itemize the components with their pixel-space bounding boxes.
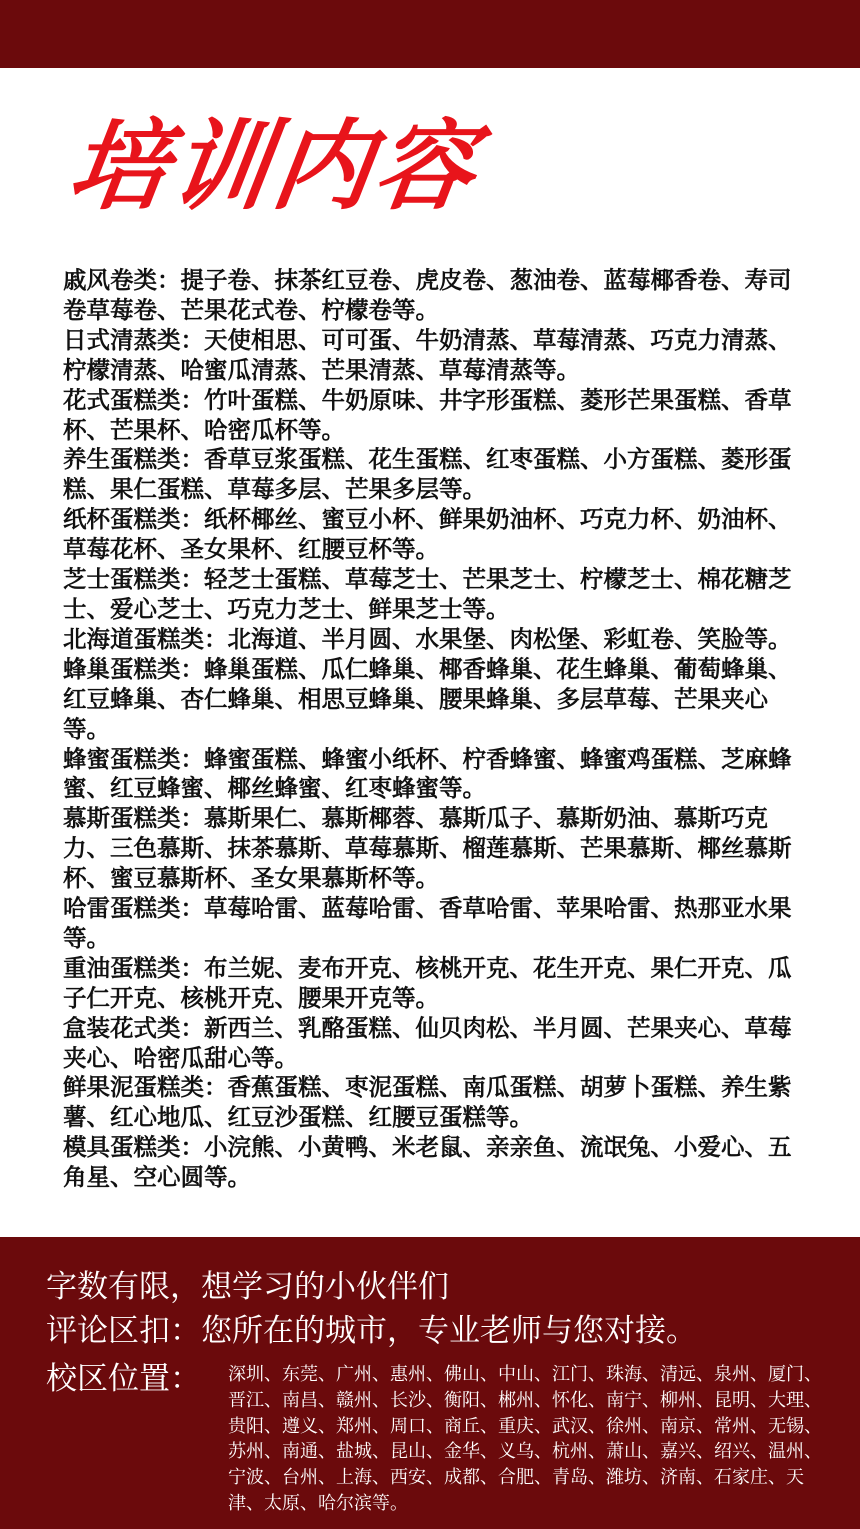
- campus-location-label: 校区位置：: [46, 1361, 201, 1397]
- category-chiffon-rolls: 戚风卷类：提子卷、抹茶红豆卷、虎皮卷、葱油卷、蓝莓椰香卷、寿司卷草莓卷、芒果花式卷、柠檬卷等。: [63, 266, 792, 324]
- category-mousse-cakes: 慕斯蛋糕类：慕斯果仁、慕斯椰蓉、慕斯瓜子、慕斯奶油、慕斯巧克力、三色慕斯、抹茶慕斯、草莓慕斯、榴莲慕斯、芒果慕斯、椰丝慕斯杯、蜜豆慕斯杯、圣女果慕斯杯等。: [63, 804, 792, 893]
- category-harley-cakes: 哈雷蛋糕类：草莓哈雷、蓝莓哈雷、香草哈雷、苹果哈雷、热那亚水果等。: [63, 894, 792, 952]
- category-boxed-fancy: 盒装花式类：新西兰、乳酪蛋糕、仙贝肉松、半月圆、芒果夹心、草莓夹心、哈密瓜甜心等。: [63, 1013, 792, 1072]
- category-hokkaido-cakes: 北海道蛋糕类：北海道、半月圆、水果堡、肉松堡、彩虹卷、笑脸等。: [63, 624, 792, 653]
- category-japanese-steamed: 日式清蒸类：天使相思、可可蛋、牛奶清蒸、草莓清蒸、巧克力清蒸、柠檬清蒸、哈蜜瓜清蒸、芒果清蒸、草莓清蒸等。: [63, 325, 792, 384]
- category-paper-cup-cakes: 纸杯蛋糕类：纸杯椰丝、蜜豆小杯、鲜果奶油杯、巧克力杯、奶油杯、草莓花杯、圣女果杯、红腰豆杯等。: [63, 505, 792, 564]
- course-content-list: [63, 266, 793, 1193]
- campus-city-list: 深圳、东莞、广州、惠州、佛山、中山、江门、珠海、清远、泉州、厦门、晋江、南昌、赣州、长沙、衡阳、郴州、怀化、南宁、柳州、昆明、大理、贵阳、遵义、郑州、周口、商丘、重庆、武汉、徐州、南京、常州、无锡、苏州、南通、盐城、昆山、金华、义乌、杭州、萧山、嘉兴、绍兴、温州、宁波、台州、上海、西安、成都、合肥、青岛、潍坊、济南、石家庄、天津、太原、哈尔滨等。: [228, 1364, 822, 1514]
- page-title: 培训内容: [61, 110, 486, 224]
- category-cheese-cakes: 芝士蛋糕类：轻芝士蛋糕、草莓芝士、芒果芝士、柠檬芝士、棉花糖芝士、爱心芝士、巧克力芝士、鲜果芝士等。: [63, 565, 792, 623]
- footer-line-comment-city: 评论区扣：您所在的城市，专业老师与您对接。: [46, 1313, 697, 1349]
- category-honeycomb-cakes: 蜂巢蛋糕类：蜂巢蛋糕、瓜仁蜂巢、椰香蜂巢、花生蜂巢、葡萄蜂巢、红豆蜂巢、杏仁蜂巢、相思豆蜂巢、腰果蜂巢、多层草莓、芒果夹心等。: [63, 654, 792, 743]
- category-pound-cakes: 重油蛋糕类：布兰妮、麦布开克、核桃开克、花生开克、果仁开克、瓜子仁开克、核桃开克、腰果开克等。: [63, 953, 792, 1012]
- category-honey-cakes: 蜂蜜蛋糕类：蜂蜜蛋糕、蜂蜜小纸杯、柠香蜂蜜、蜂蜜鸡蛋糕、芝麻蜂蜜、红豆蜂蜜、椰丝蜂蜜、红枣蜂蜜等。: [63, 744, 792, 803]
- footer-banner: [0, 1237, 860, 1529]
- category-fancy-cakes: 花式蛋糕类：竹叶蛋糕、牛奶原味、井字形蛋糕、菱形芒果蛋糕、香草杯、芒果杯、哈密瓜杯等。: [63, 385, 792, 444]
- category-health-cakes: 养生蛋糕类：香草豆浆蛋糕、花生蛋糕、红枣蛋糕、小方蛋糕、菱形蛋糕、果仁蛋糕、草莓多层、芒果多层等。: [63, 445, 792, 504]
- footer-line-limited-words: 字数有限，想学习的小伙伴们: [46, 1269, 449, 1305]
- category-mould-cakes: 模具蛋糕类：小浣熊、小黄鸭、米老鼠、亲亲鱼、流氓兔、小爱心、五角星、空心圆等。: [63, 1133, 792, 1192]
- top-banner: [0, 0, 860, 68]
- category-fruit-puree-cakes: 鲜果泥蛋糕类：香蕉蛋糕、枣泥蛋糕、南瓜蛋糕、胡萝卜蛋糕、养生紫薯、红心地瓜、红豆沙蛋糕、红腰豆蛋糕等。: [63, 1073, 792, 1132]
